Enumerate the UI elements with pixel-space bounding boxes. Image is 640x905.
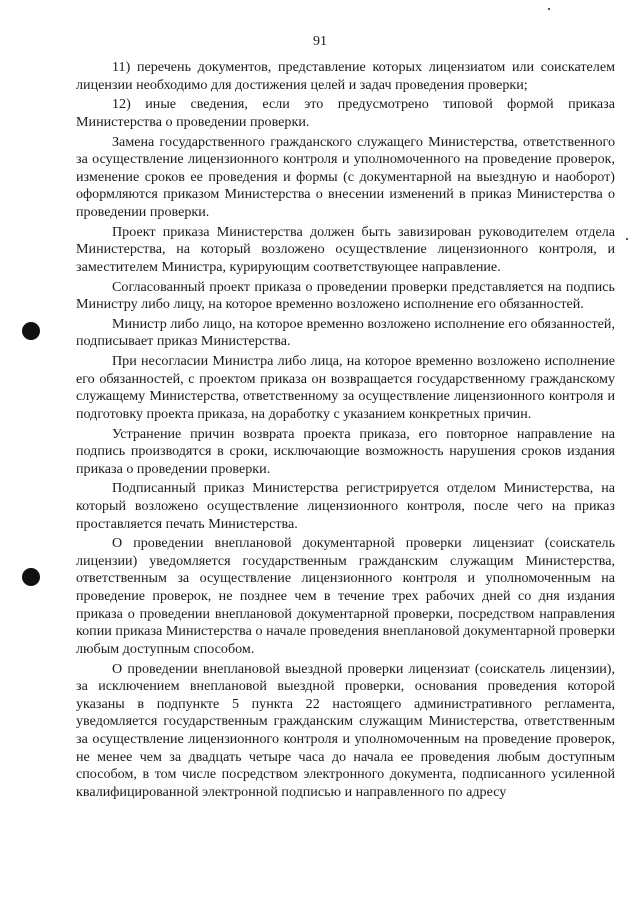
paragraph-item-12: 12) иные сведения, если это предусмотрено типовой формой приказа Министерства о проведении проверки. bbox=[76, 96, 615, 130]
scan-speck bbox=[548, 8, 550, 10]
paragraph-registration: Подписанный приказ Министерства регистрируется отделом Министерства, на который возложено осуществление лицензионного контроля, после чего на приказ проставляется печать Министерства. bbox=[76, 480, 615, 532]
paragraph-replacement: Замена государственного гражданского служащего Министерства, ответственного за осуществление лицензионного контроля и уполномоченного на проведение проверок, изменение сроков ее проведения и формы (с документарной на выездную и наоборот) оформляются приказом Министерства о внесении изменений в приказ Министерства о проведении проверки. bbox=[76, 133, 615, 220]
page-number: 91 bbox=[313, 34, 327, 49]
scan-speck bbox=[626, 238, 628, 240]
paragraph-item-11: 11) перечень документов, представление которых лицензиатом или соискателем лицензии необходимо для достижения целей и задач проведения проверки; bbox=[76, 59, 615, 93]
paragraph-disagreement: При несогласии Министра либо лица, на которое временно возложено исполнение его обязанностей, с проектом приказа он возвращается государственному гражданскому служащему Министерства, ответственному за осуществление лицензионного контроля и подготовку проекта приказа, на доработку с указанием конкретных причин. bbox=[76, 353, 615, 422]
paragraph-field-notice: О проведении внеплановой выездной проверки лицензиат (соискатель лицензии), за исключением внеплановой выездной проверки, основания проведения которой указаны в подпункте 5 пункта 22 настоящего административного регламента, уведомляется государственным гражданским служащим Министерства, ответственным за осуществление лицензионного контроля и уполномоченным на проведение проверок, не менее чем за двадцать четыре часа до начала ее проведения любым доступным способом, в том числе посредством электронного документа, подписанного усиленной квалифицированной электронной подписью и направленного по адресу bbox=[76, 660, 615, 800]
punch-hole-icon bbox=[22, 322, 40, 340]
paragraph-resubmission: Устранение причин возврата проекта приказа, его повторное направление на подпись производятся в сроки, исключающие возможность нарушения сроков издания приказа о проведении проверки. bbox=[76, 425, 615, 477]
paragraph-minister-signs: Министр либо лицо, на которое временно возложено исполнение его обязанностей, подписывает приказ Министерства. bbox=[76, 315, 615, 350]
paragraph-documentary-notice: О проведении внеплановой документарной проверки лицензиат (соискатель лицензии) уведомляется государственным гражданским служащим Министерства, ответственным за осуществление лицензионного контроля и уполномоченным на проведение проверок, не позднее чем в течение трех рабочих дней со дня издания приказа о проведении внеплановой документарной проверки, посредством направления копии приказа Министерства о начале проведения внеплановой документарной проверки любым доступным способом. bbox=[76, 535, 615, 657]
paragraph-signature-submission: Согласованный проект приказа о проведении проверки представляется на подпись Министру либо лицу, на которое временно возложено исполнение его обязанностей. bbox=[76, 278, 615, 313]
punch-hole-icon bbox=[22, 568, 40, 586]
paragraph-draft-approval: Проект приказа Министерства должен быть завизирован руководителем отдела Министерства, на который возложено осуществление лицензионного контроля, и заместителем Министра, курирующим соответствующее направление. bbox=[76, 223, 615, 275]
document-body bbox=[76, 59, 615, 803]
